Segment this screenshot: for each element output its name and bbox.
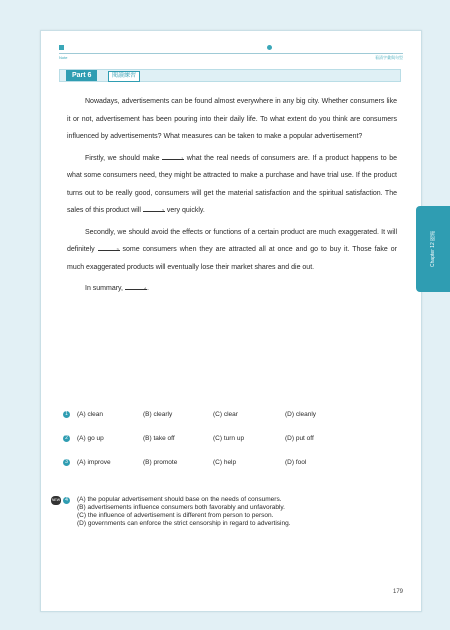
question-4-options — [77, 496, 387, 528]
header-rule — [59, 53, 403, 54]
part-label: Part 6 — [66, 70, 97, 81]
option-d[interactable]: (D) cleanly — [285, 411, 317, 418]
paragraph-4: In summary, 4 . — [67, 280, 397, 298]
question-1 — [63, 409, 393, 433]
blank-3: 3 — [98, 242, 120, 251]
question-number: 3 — [63, 459, 70, 466]
part-heading-bar — [59, 69, 401, 82]
chapter-side-tab[interactable] — [416, 206, 450, 292]
blank-1: 1 — [162, 151, 184, 160]
side-tab-label: Chapter 12 閱讀 — [430, 230, 436, 268]
question-number: 1 — [63, 411, 70, 418]
blank-4: 4 — [125, 281, 147, 290]
option-b[interactable]: (B) promote — [143, 459, 178, 466]
option-a[interactable]: (A) the popular advertisement should base on the needs of consumers. — [77, 496, 282, 503]
question-options — [63, 409, 393, 481]
question-3 — [63, 457, 393, 481]
paragraph-3: Secondly, we should avoid the effects or functions of a certain product are much exaggerated. It will definitely 3 some consumers when they are attracted all at once and go to buy it. Those fake or much exaggerated products will eventually lose their market shares and die out. — [67, 228, 397, 271]
option-b[interactable]: (B) advertisements influence consumers both favorably and unfavorably. — [77, 504, 285, 511]
option-a[interactable]: (A) go up — [77, 435, 104, 442]
option-a[interactable]: (A) clean — [77, 411, 104, 418]
paragraph-2: Firstly, we should make 1 what the real needs of consumers are. If a product happens to be what some consumers need, they might be attracted to make a purchase and have trial use. If the product turns out to be really good, consumers will get the material satisfaction and the spiritual satisfaction. The sales of this product will 2 very quickly. — [67, 150, 397, 220]
option-b[interactable]: (B) clearly — [143, 411, 173, 418]
option-d[interactable]: (D) fool — [285, 459, 307, 466]
reading-passage — [67, 93, 397, 302]
option-a[interactable]: (A) improve — [77, 459, 111, 466]
option-d[interactable]: (D) governments can enforce the strict censorship in regard to advertising. — [77, 520, 291, 527]
header-marker — [59, 45, 64, 50]
option-c[interactable]: (C) turn up — [213, 435, 245, 442]
page-number: 179 — [392, 589, 403, 595]
option-d[interactable]: (D) put off — [285, 435, 314, 442]
option-c[interactable]: (C) help — [213, 459, 237, 466]
option-c[interactable]: (C) clear — [213, 411, 238, 418]
option-c[interactable]: (C) the influence of advertisement is different from person to person. — [77, 512, 274, 519]
new-badge: NEW — [51, 496, 61, 505]
header-right-text: 看清字彙與句型 — [375, 55, 403, 60]
part-title: 閱讀練習 — [108, 71, 140, 82]
paragraph-1: Nowadays, advertisements can be found almost everywhere in any big city. Whether consumers like it or not, advertisement has been pouring into their daily life. To what extent do you think are consumers influenced by advertisements? What measures can be taken to make a popular advertisement? — [67, 98, 397, 140]
question-2 — [63, 433, 393, 457]
header-marker-dot — [267, 45, 272, 50]
blank-2: 2 — [143, 203, 165, 212]
option-b[interactable]: (B) take off — [143, 435, 175, 442]
question-number: 4 — [63, 497, 70, 504]
book-page — [40, 30, 422, 612]
question-number: 2 — [63, 435, 70, 442]
header-left-text: Note — [59, 55, 68, 60]
